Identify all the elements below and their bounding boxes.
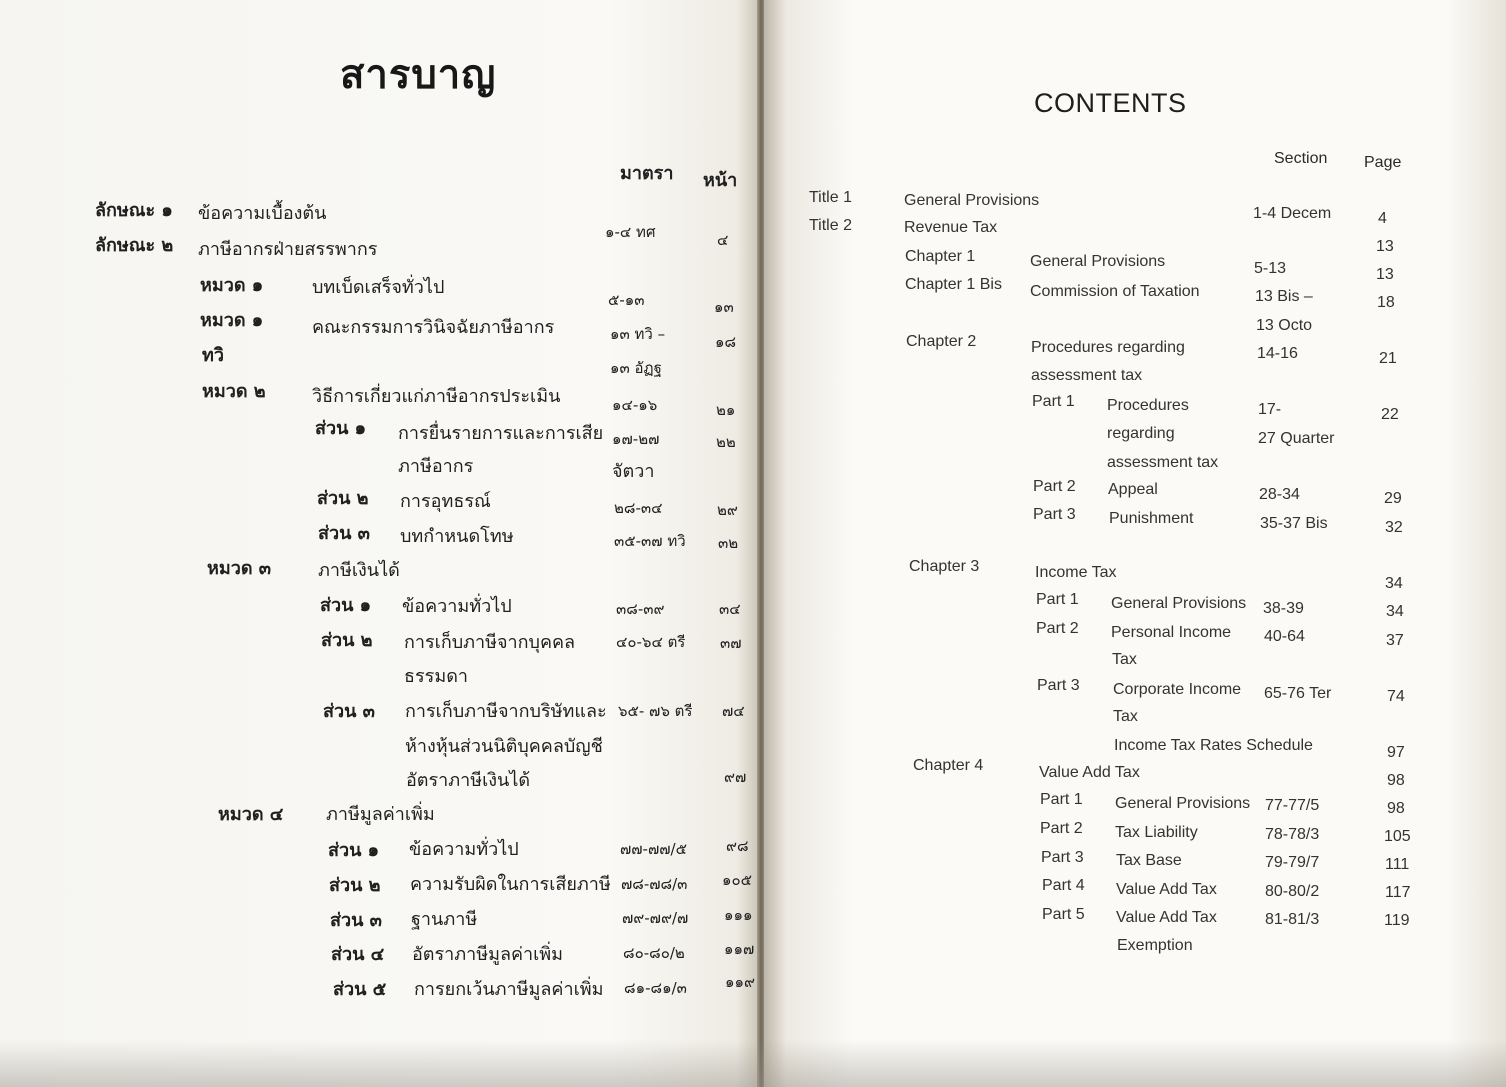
toc-section: ๑๓ ทวิ – bbox=[610, 325, 666, 343]
toc-title: การยื่นรายการและการเสีย bbox=[398, 423, 604, 444]
toc-title-cont: ห้างหุ้นส่วนนิติบุคคลบัญชี bbox=[405, 736, 603, 757]
toc-section: 40-64 bbox=[1264, 628, 1305, 645]
toc-page: 4 bbox=[1378, 210, 1387, 227]
toc-title: บทกำหนดโทษ bbox=[400, 526, 514, 547]
toc-title: ภาษีอากรฝ่ายสรรพากร bbox=[198, 239, 378, 260]
toc-title-cont2: assessment tax bbox=[1107, 454, 1219, 471]
toc-title: คณะกรรมการวินิจฉัยภาษีอากร bbox=[312, 317, 555, 338]
toc-section: ๑๗-๒๗ bbox=[612, 430, 660, 448]
toc-label: Part 1 bbox=[1040, 791, 1083, 808]
toc-section: 35-37 Bis bbox=[1260, 515, 1328, 532]
toc-label: Part 1 bbox=[1032, 393, 1075, 410]
toc-section: ๕-๑๓ bbox=[608, 291, 645, 309]
toc-section: 78-78/3 bbox=[1265, 826, 1320, 843]
toc-page: 111 bbox=[1385, 856, 1410, 873]
toc-label: หมวด ๔ bbox=[218, 804, 284, 825]
toc-title: General Provisions bbox=[1115, 795, 1251, 812]
toc-title: ข้อความเบื้องต้น bbox=[198, 203, 327, 224]
toc-label: Chapter 1 bbox=[905, 248, 976, 265]
toc-title-cont: Tax bbox=[1113, 708, 1138, 725]
toc-title: Procedures regarding bbox=[1031, 339, 1185, 356]
toc-page: ๑๑๙ bbox=[725, 973, 756, 991]
toc-section: ๘๐-๘๐/๒ bbox=[623, 944, 685, 962]
page-bottom-shadow bbox=[0, 1040, 1506, 1087]
toc-section: 81-81/3 bbox=[1265, 911, 1320, 928]
toc-label: หมวด ๑ bbox=[200, 310, 264, 331]
toc-label: Part 3 bbox=[1037, 677, 1080, 694]
toc-label: Chapter 4 bbox=[913, 757, 984, 774]
toc-page: ๒๒ bbox=[716, 433, 736, 451]
toc-title: การเก็บภาษีจากบุคคล bbox=[404, 632, 576, 653]
toc-label: ส่วน ๒ bbox=[321, 630, 373, 651]
toc-label: ส่วน ๕ bbox=[333, 979, 387, 1000]
toc-label: Part 3 bbox=[1033, 506, 1076, 523]
toc-page: ๑๑๗ bbox=[724, 940, 755, 958]
toc-section: 14-16 bbox=[1257, 345, 1298, 362]
toc-section: 13 Bis – bbox=[1255, 288, 1313, 305]
toc-label: ส่วน ๔ bbox=[331, 944, 385, 965]
toc-title: Value Add Tax bbox=[1116, 909, 1217, 926]
toc-title: ภาษีมูลค่าเพิ่ม bbox=[326, 804, 435, 825]
toc-section-cont: 27 Quarter bbox=[1258, 430, 1335, 447]
toc-section: 38-39 bbox=[1263, 600, 1304, 617]
toc-title: Corporate Income bbox=[1113, 681, 1242, 698]
toc-page: ๒๑ bbox=[716, 401, 736, 419]
toc-title: Appeal bbox=[1108, 481, 1158, 498]
toc-section-cont: ๑๓ อัฏฐ bbox=[610, 359, 662, 377]
toc-section: 5-13 bbox=[1254, 260, 1287, 277]
toc-title: Punishment bbox=[1109, 510, 1194, 527]
toc-title: ข้อความทั่วไป bbox=[409, 839, 519, 860]
toc-section: 17- bbox=[1258, 401, 1282, 418]
toc-section: 77-77/5 bbox=[1265, 797, 1320, 814]
toc-page: 29 bbox=[1384, 490, 1402, 507]
toc-title: Procedures bbox=[1107, 397, 1189, 414]
toc-page: 22 bbox=[1381, 406, 1399, 423]
column-header-page: หน้า bbox=[703, 170, 738, 191]
right-page-english bbox=[764, 0, 1506, 1087]
toc-section: ๗๗-๗๗/๕ bbox=[620, 840, 687, 858]
toc-page: ๑๐๕ bbox=[722, 871, 753, 889]
toc-title: การอุทธรณ์ bbox=[400, 491, 491, 512]
toc-section: 79-79/7 bbox=[1265, 854, 1320, 871]
toc-section: ๒๘-๓๔ bbox=[614, 499, 663, 517]
toc-page: ๑๑๑ bbox=[724, 906, 753, 924]
toc-page: ๙๗ bbox=[724, 768, 747, 786]
toc-section: 65-76 Ter bbox=[1264, 685, 1332, 702]
toc-title: General Provisions bbox=[1030, 253, 1166, 270]
toc-title-cont: ธรรมดา bbox=[404, 666, 468, 687]
toc-page: 98 bbox=[1387, 772, 1405, 789]
toc-section: ๑-๔ ทศ bbox=[605, 223, 656, 241]
toc-page: ๔ bbox=[717, 231, 729, 249]
toc-title: อัตราภาษีมูลค่าเพิ่ม bbox=[412, 944, 564, 965]
toc-page: 97 bbox=[1387, 744, 1405, 761]
toc-title: ฐานภาษี bbox=[411, 909, 478, 930]
column-header-section: Section bbox=[1274, 150, 1328, 167]
page-title: CONTENTS bbox=[1034, 88, 1187, 118]
toc-label: หมวด ๓ bbox=[207, 558, 272, 579]
toc-section: ๖๕- ๗๖ ตรี bbox=[618, 702, 693, 720]
toc-section: ๓๕-๓๗ ทวิ bbox=[614, 532, 686, 550]
toc-section: 80-80/2 bbox=[1265, 883, 1320, 900]
toc-page: ๗๔ bbox=[722, 702, 745, 720]
toc-title: Tax Base bbox=[1116, 852, 1182, 869]
toc-page: 13 bbox=[1376, 266, 1394, 283]
toc-title: Tax Liability bbox=[1115, 824, 1198, 841]
toc-page: ๑๘ bbox=[715, 333, 737, 351]
toc-title: บทเบ็ดเสร็จทั่วไป bbox=[312, 277, 445, 298]
column-header-section: มาตรา bbox=[620, 163, 674, 184]
toc-title: วิธีการเกี่ยวแก่ภาษีอากรประเมิน bbox=[312, 386, 561, 407]
toc-label: ส่วน ๑ bbox=[315, 418, 367, 439]
toc-title-cont: ภาษีอากร bbox=[398, 456, 474, 477]
toc-section: ๘๑-๘๑/๓ bbox=[624, 979, 687, 997]
toc-label: ส่วน ๑ bbox=[320, 595, 372, 616]
toc-label: ส่วน ๓ bbox=[330, 910, 382, 931]
toc-page: 13 bbox=[1376, 238, 1394, 255]
toc-section-cont: จัตวา bbox=[612, 461, 655, 482]
toc-label: ลักษณะ ๑ bbox=[95, 200, 173, 221]
toc-page: 18 bbox=[1377, 294, 1395, 311]
toc-section: ๗๙-๗๙/๗ bbox=[622, 909, 689, 927]
toc-label: Part 2 bbox=[1040, 820, 1083, 837]
toc-title: Commission of Taxation bbox=[1030, 283, 1200, 300]
toc-section: ๑๔-๑๖ bbox=[612, 396, 658, 414]
page-title: สารบาญ bbox=[340, 52, 497, 98]
toc-label: Chapter 2 bbox=[906, 333, 977, 350]
toc-label: Part 3 bbox=[1041, 849, 1084, 866]
toc-page: ๑๓ bbox=[714, 298, 734, 316]
toc-label: Part 1 bbox=[1036, 591, 1079, 608]
toc-section: ๗๘-๗๘/๓ bbox=[621, 875, 688, 893]
toc-title: การเก็บภาษีจากบริษัทและ bbox=[405, 701, 607, 722]
toc-page: ๙๘ bbox=[726, 837, 749, 855]
toc-page: ๓๔ bbox=[719, 600, 741, 618]
toc-label: Part 2 bbox=[1033, 478, 1076, 495]
toc-title-cont: assessment tax bbox=[1031, 367, 1143, 384]
toc-section: 1-4 Decem bbox=[1253, 205, 1332, 222]
toc-label: ส่วน ๓ bbox=[318, 523, 370, 544]
toc-label: Chapter 1 Bis bbox=[905, 276, 1002, 293]
toc-page: 37 bbox=[1386, 632, 1404, 649]
toc-label: ลักษณะ ๒ bbox=[95, 235, 174, 256]
toc-label: ส่วน ๑ bbox=[328, 840, 380, 861]
toc-page: 119 bbox=[1384, 912, 1410, 929]
toc-title: ความรับผิดในการเสียภาษี bbox=[410, 874, 611, 895]
toc-title: ภาษีเงินได้ bbox=[318, 560, 400, 581]
toc-title-cont: Exemption bbox=[1117, 937, 1193, 954]
toc-label: ส่วน ๒ bbox=[317, 488, 369, 509]
toc-title: Income Tax bbox=[1035, 564, 1117, 581]
toc-label: Title 1 bbox=[809, 189, 852, 206]
toc-title: General Provisions bbox=[904, 192, 1040, 209]
toc-page: 34 bbox=[1386, 603, 1404, 620]
toc-label: Part 4 bbox=[1042, 877, 1085, 894]
toc-page: 21 bbox=[1379, 350, 1397, 367]
toc-label: Chapter 3 bbox=[909, 558, 980, 575]
toc-title: อัตราภาษีเงินได้ bbox=[406, 770, 531, 791]
toc-title-cont: Tax bbox=[1112, 651, 1137, 668]
toc-section: ๓๘-๓๙ bbox=[616, 600, 665, 618]
toc-title: Value Add Tax bbox=[1039, 764, 1140, 781]
toc-section-cont: 13 Octo bbox=[1256, 317, 1313, 334]
toc-title: Income Tax Rates Schedule bbox=[1114, 737, 1313, 754]
toc-section: 28-34 bbox=[1259, 486, 1300, 503]
toc-label: หมวด ๑ bbox=[200, 275, 264, 296]
toc-title: Revenue Tax bbox=[904, 219, 998, 236]
toc-label: Part 5 bbox=[1042, 906, 1085, 923]
toc-label: หมวด ๒ bbox=[202, 381, 266, 402]
toc-page: 32 bbox=[1385, 519, 1403, 536]
toc-page: 98 bbox=[1387, 800, 1405, 817]
toc-title: ข้อความทั่วไป bbox=[402, 596, 512, 617]
toc-label: ส่วน ๓ bbox=[323, 701, 375, 722]
toc-page: ๒๙ bbox=[717, 501, 738, 519]
toc-label-cont: ทวิ bbox=[202, 345, 224, 366]
toc-label: ส่วน ๒ bbox=[329, 875, 381, 896]
toc-page: 105 bbox=[1384, 828, 1411, 845]
toc-title: General Provisions bbox=[1111, 595, 1247, 612]
toc-title: Personal Income bbox=[1111, 624, 1232, 641]
toc-page: ๓๒ bbox=[718, 534, 739, 552]
toc-title: Value Add Tax bbox=[1116, 881, 1217, 898]
toc-label: Part 2 bbox=[1036, 620, 1079, 637]
toc-section: ๔๐-๖๔ ตรี bbox=[616, 633, 686, 651]
toc-title-cont: regarding bbox=[1107, 425, 1175, 442]
toc-page: 74 bbox=[1387, 688, 1405, 705]
toc-page: 117 bbox=[1385, 884, 1411, 901]
column-header-page: Page bbox=[1364, 154, 1402, 171]
toc-page: ๓๗ bbox=[720, 634, 742, 652]
toc-page: 34 bbox=[1385, 575, 1403, 592]
toc-label: Title 2 bbox=[809, 217, 852, 234]
toc-title: การยกเว้นภาษีมูลค่าเพิ่ม bbox=[414, 979, 604, 1000]
